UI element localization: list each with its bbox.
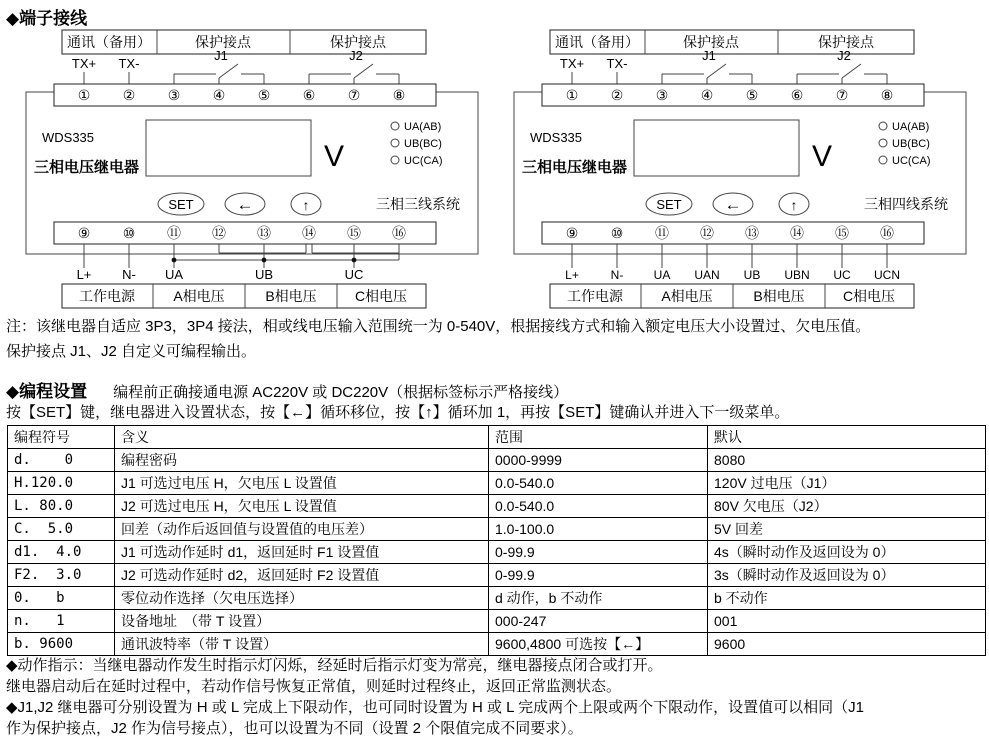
col-header-symbol: 编程符号: [8, 426, 115, 449]
terminal-3: ③: [167, 87, 181, 103]
terminal-9: ⑨: [565, 225, 579, 241]
header-power: 工作电源: [79, 288, 135, 304]
top-terminal-strip: [542, 84, 924, 106]
cell-range: 0.0-540.0: [489, 495, 708, 518]
cell-default: 120V 过电压（J1）: [708, 472, 986, 495]
terminal-10: ⑩: [610, 225, 624, 241]
terminal-16: ⑯: [880, 225, 894, 241]
bottom-terminal-strip: [542, 222, 924, 244]
terminal-1: ①: [77, 87, 91, 103]
col-header-meaning: 含义: [115, 426, 489, 449]
led-indicators: [879, 121, 931, 167]
header-phase-a: A相电压: [661, 288, 713, 304]
terminal-13: ⑬: [257, 225, 271, 241]
arrow-left-icon: ←: [236, 195, 254, 214]
terminal-4: ④: [212, 87, 226, 103]
cell-meaning: J1 可选过电压 H，欠电压 L 设置值: [115, 472, 489, 495]
programming-table: [7, 425, 986, 656]
cell-range: 9600,4800 可选按【←】: [489, 633, 708, 656]
led-label-ua: UA(AB): [892, 121, 930, 133]
terminal-6: ⑥: [302, 87, 316, 103]
header-phase-c: C相电压: [842, 288, 896, 304]
action-notes: [6, 655, 988, 739]
cell-meaning: 零位动作选择（欠电压选择）: [115, 587, 489, 610]
col-header-default: 默认: [708, 426, 986, 449]
header-protect-1: 保护接点: [683, 34, 739, 50]
terminal-11: ⑪: [655, 225, 669, 241]
led-indicators: [391, 121, 443, 167]
terminal-15: ⑮: [835, 225, 849, 241]
cell-symbol: F2. 3.0: [8, 564, 115, 587]
terminal-5: ⑤: [745, 87, 759, 103]
top-terminal-header: [550, 30, 914, 54]
meter-unit: V: [324, 140, 345, 173]
cell-default: 9600: [708, 633, 986, 656]
table-row: [8, 541, 986, 564]
table-row: [8, 449, 986, 472]
cell-meaning: 设备地址 （带 T 设置）: [115, 610, 489, 633]
cell-range: 000-247: [489, 610, 708, 633]
bottom-wiring-lines: [572, 244, 887, 268]
cell-symbol: H.120.0: [8, 472, 115, 495]
led-circle-ua: [879, 122, 887, 130]
header-protect-2: 保护接点: [330, 34, 386, 50]
cell-symbol: d. 0: [8, 449, 115, 472]
terminal-6: ⑥: [790, 87, 804, 103]
wire-label-lplus: L+: [565, 268, 579, 282]
arrow-left-icon: ←: [724, 195, 742, 214]
cell-range: 0-99.9: [489, 564, 708, 587]
led-label-ua: UA(AB): [404, 121, 442, 133]
cell-default: 80V 欠电压（J2）: [708, 495, 986, 518]
terminal-2: ②: [610, 87, 624, 103]
wiring-note-line1: 注：该继电器自适应 3P3，3P4 接法，相或线电压输入范围统一为 0-540V，根据接线方式和输入额定电压大小设置过、欠电压值。: [6, 318, 871, 335]
system-type-label: 三相四线系统: [864, 196, 948, 212]
relay-j2-label: J2: [349, 48, 363, 63]
arrow-up-icon: ↑: [302, 197, 310, 213]
table-row: [8, 633, 986, 656]
terminal-14: ⑭: [302, 225, 316, 241]
cell-range: d 动作，b 不动作: [489, 587, 708, 610]
cell-symbol: 0. b: [8, 587, 115, 610]
led-label-ub: UB(BC): [892, 138, 930, 150]
action-note-line4: 作为保护接点，J2 作为信号接点），也可以设置为不同（设置 2 个限值完成不同要求）。: [6, 720, 583, 737]
top-terminal-strip: [54, 84, 436, 106]
wire-label-ucn: UCN: [874, 268, 900, 282]
header-protect-2: 保护接点: [818, 34, 874, 50]
display-window: [146, 120, 311, 176]
led-circle-uc: [879, 156, 887, 164]
cell-meaning: J1 可选动作延时 d1，返回延时 F1 设置值: [115, 541, 489, 564]
led-circle-ub: [879, 139, 887, 147]
terminal-2: ②: [122, 87, 136, 103]
relay-model: WDS335: [42, 130, 95, 145]
table-row: [8, 518, 986, 541]
table-row: [8, 472, 986, 495]
wire-label-nminus: N-: [610, 268, 624, 282]
cell-default: 4s（瞬时动作及返回设为 0）: [708, 541, 986, 564]
relay-device-name: 三相电压继电器: [34, 159, 140, 176]
terminal-9: ⑨: [77, 225, 91, 241]
led-label-uc: UC(CA): [892, 155, 931, 167]
wire-label-ub: UB: [254, 267, 274, 282]
table-row: [8, 564, 986, 587]
relay-device-name: 三相电压继电器: [522, 159, 628, 176]
header-comm: 通讯（备用）: [67, 34, 151, 50]
cell-default: 5V 回差: [708, 518, 986, 541]
wire-labels: [565, 268, 900, 282]
cell-range: 0000-9999: [489, 449, 708, 472]
led-label-ub: UB(BC): [404, 138, 442, 150]
wire-label-ua: UA: [653, 268, 671, 282]
table-row: [8, 495, 986, 518]
led-circle-uc: [391, 156, 399, 164]
terminal-4: ④: [700, 87, 714, 103]
terminal-11: ⑪: [167, 225, 181, 241]
terminal-7: ⑦: [347, 87, 361, 103]
cell-range: 0-99.9: [489, 541, 708, 564]
meter-unit: V: [812, 140, 833, 173]
wire-label-uc: UC: [344, 267, 364, 282]
cell-symbol: b. 9600: [8, 633, 115, 656]
set-button-label: SET: [656, 197, 682, 212]
front-buttons: [646, 193, 809, 215]
wire-label-ua: UA: [164, 267, 184, 282]
action-note-line2: 继电器启动后在延时过程中，若动作信号恢复正常值，则延时过程终止，返回正常监测状态。: [6, 678, 622, 695]
programming-section-header: [6, 377, 568, 402]
cell-meaning: J2 可选过电压 H，欠电压 L 设置值: [115, 495, 489, 518]
cell-symbol: n. 1: [8, 610, 115, 633]
bottom-wiring-lines: [84, 244, 399, 268]
programming-instructions: 按【SET】键，继电器进入设置状态，按【←】循环移位，按【↑】循环加 1，再按【SET】键确认并进入下一级菜单。: [6, 404, 790, 421]
header-power: 工作电源: [567, 288, 623, 304]
header-phase-c: C相电压: [354, 288, 408, 304]
terminal-10: ⑩: [122, 225, 136, 241]
terminal-8: ⑧: [880, 87, 894, 103]
bottom-terminal-strip: [54, 222, 436, 244]
led-label-uc: UC(CA): [404, 155, 443, 167]
relay-model: WDS335: [530, 130, 583, 145]
set-button-label: SET: [168, 197, 194, 212]
wire-label-nminus: N-: [122, 267, 136, 282]
relay-j1-label: J1: [702, 48, 716, 63]
bottom-terminal-header: [550, 284, 914, 308]
bottom-terminal-header: [62, 284, 426, 308]
programming-heading: ◆编程设置: [6, 382, 88, 401]
led-circle-ub: [391, 139, 399, 147]
wire-labels: [77, 267, 364, 282]
page-title: ◆端子接线: [6, 9, 88, 28]
cell-default: 001: [708, 610, 986, 633]
terminal-16: ⑯: [392, 225, 406, 241]
cell-meaning: 回差（动作后返回值与设置值的电压差）: [115, 518, 489, 541]
tx-minus-label: TX-: [118, 56, 140, 71]
cell-symbol: C. 5.0: [8, 518, 115, 541]
terminal-5: ⑤: [257, 87, 271, 103]
tx-plus-label: TX+: [71, 56, 97, 71]
cell-symbol: L. 80.0: [8, 495, 115, 518]
terminal-1: ①: [565, 87, 579, 103]
cell-range: 1.0-100.0: [489, 518, 708, 541]
header-phase-a: A相电压: [173, 288, 225, 304]
led-circle-ua: [391, 122, 399, 130]
terminal-15: ⑮: [347, 225, 361, 241]
terminal-13: ⑬: [745, 225, 759, 241]
front-buttons: [158, 193, 321, 215]
action-note-line3: ◆J1,J2 继电器可分别设置为 H 或 L 完成上下限动作，也可同时设置为 H 或 L 完成两个上限或两个下限动作，设置值可以相同（J1: [6, 699, 864, 716]
wiring-diagram-3p3: [24, 26, 494, 314]
programming-intro: 编程前正确接通电源 AC220V 或 DC220V（根据标签标示严格接线）: [113, 384, 569, 401]
relay-j1-label: J1: [214, 48, 228, 63]
terminal-7: ⑦: [835, 87, 849, 103]
action-note-line1: ◆动作指示：当继电器动作发生时指示灯闪烁，经延时后指示灯变为常亮，继电器接点闭合或打开。: [6, 657, 663, 674]
wire-label-uan: UAN: [694, 268, 720, 282]
cell-default: 3s（瞬时动作及返回设为 0）: [708, 564, 986, 587]
arrow-up-icon: ↑: [790, 197, 798, 213]
table-row: [8, 587, 986, 610]
top-terminal-header: [62, 30, 426, 54]
wire-label-ub: UB: [743, 268, 761, 282]
wiring-note-line2: 保护接点 J1、J2 自定义可编程输出。: [6, 343, 257, 360]
wiring-note: [6, 314, 986, 364]
terminal-3: ③: [655, 87, 669, 103]
tx-plus-label: TX+: [559, 56, 585, 71]
terminal-14: ⑭: [790, 225, 804, 241]
cell-meaning: J2 可选动作延时 d2，返回延时 F2 设置值: [115, 564, 489, 587]
wiring-diagram-3p4: [512, 26, 982, 314]
cell-meaning: 通讯波特率（带 T 设置）: [115, 633, 489, 656]
tx-minus-label: TX-: [606, 56, 628, 71]
system-type-label: 三相三线系统: [376, 196, 460, 212]
wire-label-lplus: L+: [76, 267, 92, 282]
header-phase-b: B相电压: [265, 288, 317, 304]
cell-range: 0.0-540.0: [489, 472, 708, 495]
cell-meaning: 编程密码: [115, 449, 489, 472]
header-phase-b: B相电压: [753, 288, 805, 304]
display-window: [634, 120, 799, 176]
relay-j2-label: J2: [837, 48, 851, 63]
col-header-range: 范围: [489, 426, 708, 449]
table-row: [8, 610, 986, 633]
terminal-12: ⑫: [212, 225, 226, 241]
wire-label-ubn: UBN: [784, 268, 810, 282]
cell-default: b 不动作: [708, 587, 986, 610]
terminal-12: ⑫: [700, 225, 714, 241]
cell-default: 8080: [708, 449, 986, 472]
cell-symbol: d1. 4.0: [8, 541, 115, 564]
terminal-8: ⑧: [392, 87, 406, 103]
table-header-row: [8, 426, 986, 449]
header-comm: 通讯（备用）: [555, 34, 639, 50]
header-protect-1: 保护接点: [195, 34, 251, 50]
wire-label-uc: UC: [833, 268, 851, 282]
